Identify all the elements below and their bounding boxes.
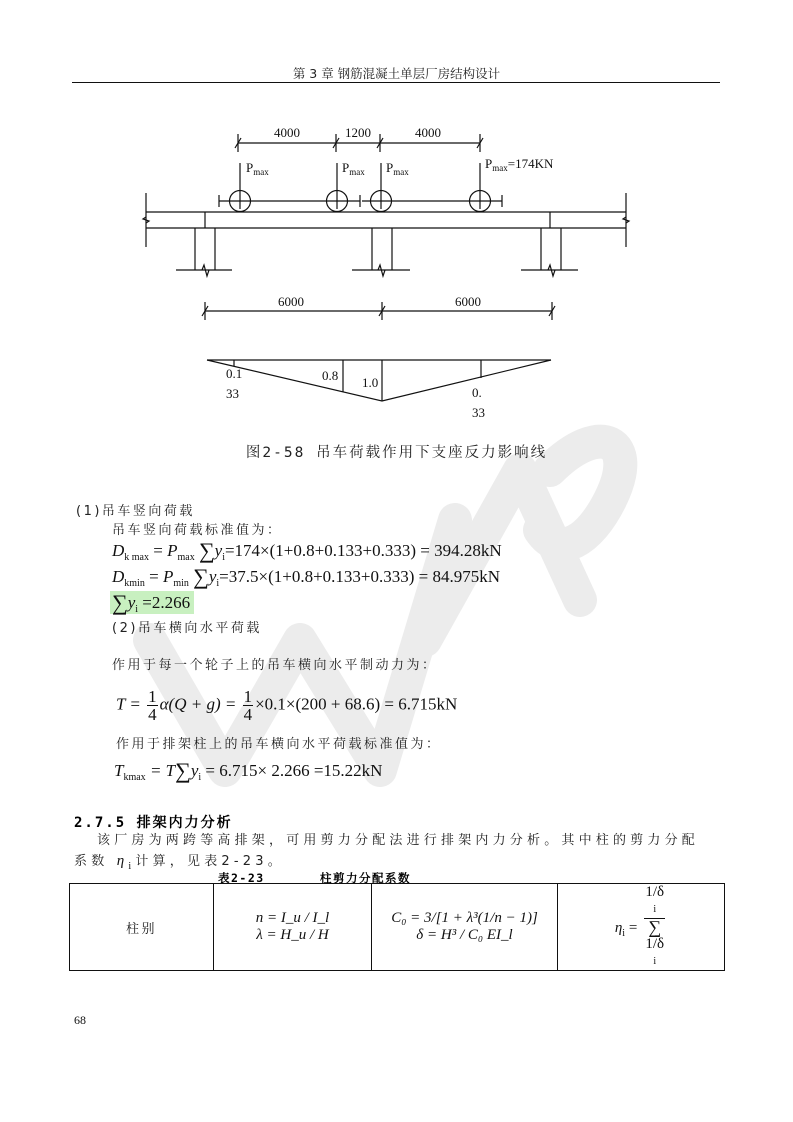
table-cell-n-lambda: n = I_u / I_l λ = H_u / H <box>214 884 372 971</box>
ordinate-0333-b: 33 <box>472 405 485 420</box>
dim-1200: 1200 <box>345 125 371 140</box>
load-label-4: $P_{max}=174KN$ <box>485 156 554 173</box>
load-label-1: $P_{max}$ <box>246 160 269 177</box>
ordinate-08: 0.8 <box>322 368 339 383</box>
section2-heading: (2)吊车横向水平荷载 <box>112 621 262 636</box>
table-cell-c0-delta: C₀ = 3/[1 + λ³(1/n − 1)] δ = H³ / C₀ EI_l <box>372 884 558 971</box>
figure-caption: 图2-58 吊车荷载作用下支座反力影响线 <box>245 445 548 461</box>
page-number: 68 <box>74 1013 86 1027</box>
section2-intro: 作用于每一个轮子上的吊车横向水平制动力为： <box>112 658 438 673</box>
equation-dkmin: $D_{kmin} = P_{min}$ $\sum y_i=37.5\times(1+0.8+0.133+0.333) = 84.975kN$ <box>112 564 501 589</box>
load-label-3: $P_{max}$ <box>386 160 409 177</box>
shear-distribution-table <box>69 883 725 971</box>
table-title: 柱剪力分配系数 <box>320 871 411 885</box>
table-row <box>70 884 725 971</box>
paragraph-line2: 系数 $\eta_i$计算，见表2-23。 <box>74 853 285 872</box>
dim-4000-left: 4000 <box>274 125 300 140</box>
paragraph-line1: 该厂房为两跨等高排架，可用剪力分配法进行排架内力分析。其中柱的剪力分配 <box>97 833 700 848</box>
span-right: 6000 <box>455 294 481 309</box>
table-cell-eta: $\eta_i$ = 1/δ i ∑ 1/δ i <box>558 884 725 971</box>
section1-heading: (1)吊车竖向荷载 <box>76 504 195 519</box>
load-label-2: $P_{max}$ <box>342 160 365 177</box>
crane-load-figure <box>0 0 793 430</box>
table-cell-column-type: 柱别 <box>70 884 214 971</box>
ordinate-0133-b: 33 <box>226 386 239 401</box>
ordinate-0333-a: 0. <box>472 385 482 400</box>
section2-intro2: 作用于排架柱上的吊车横向水平荷载标准值为： <box>116 737 442 752</box>
equation-dkmax: $D_{k max} = P_{max}$ $\sum y_i=174\times(1+0.8+0.133+0.333) = 394.28kN$ <box>112 538 502 563</box>
equation-T: T = $\frac{1}{4}$ α(Q + g) = $\frac{1}{4}$ ×0.1×(200 + 68.6) = 6.715kN <box>116 687 458 724</box>
section1-intro: 吊车竖向荷载标准值为： <box>112 523 283 538</box>
section-heading-2-7-5: 2.7.5 排架内力分析 <box>74 815 233 831</box>
equation-Tkmax: $T_{kmax} = T\sum y_i = 6.715\times 2.266 =15.22kN$ <box>114 758 383 783</box>
highlighted-sum: $\sum y_i =2.266$ <box>110 591 194 614</box>
ordinate-10: 1.0 <box>362 375 379 390</box>
span-left: 6000 <box>278 294 304 309</box>
dim-4000-right: 4000 <box>415 125 441 140</box>
running-header: 第 3 章 钢筋混凝土单层厂房结构设计 <box>292 66 501 81</box>
equation-sum-y <box>110 590 194 616</box>
ordinate-0133-a: 0.1 <box>226 366 243 381</box>
table-number: 表2-23 <box>218 871 265 885</box>
